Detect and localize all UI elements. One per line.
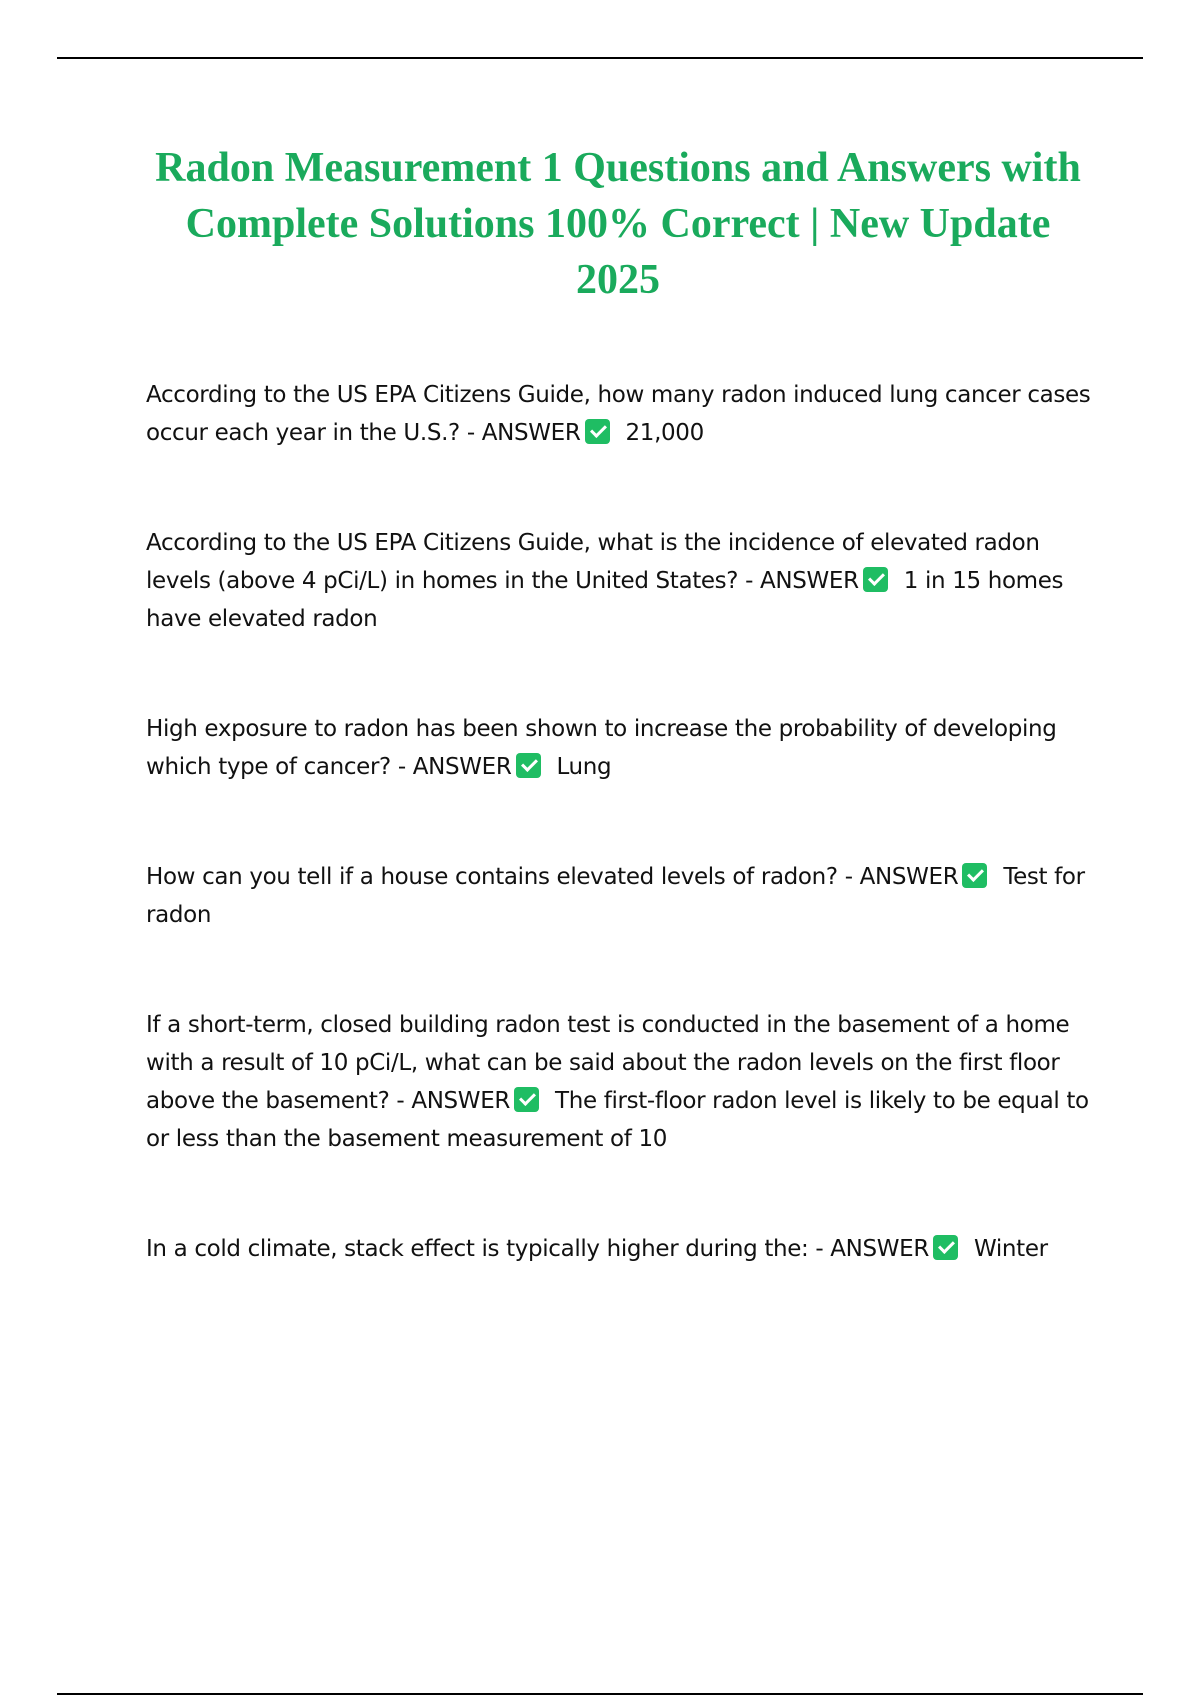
qa-item [146,376,1091,452]
question-text: How can you tell if a house contains elevated levels of radon? [146,864,838,890]
question-text: High exposure to radon has been shown to increase the probability of developing which type of cancer? [146,716,1057,780]
checkmark-icon [516,753,541,778]
answer-text: Test for radon [146,864,1085,928]
bottom-divider [57,1693,1143,1695]
qa-list [146,376,1091,1268]
document-title: Radon Measurement 1 Questions and Answers with Complete Solutions 100% Correct | New Update 2025 [155,145,1081,303]
answer-label: - ANSWER [844,864,959,890]
answer-label: - ANSWER [466,420,581,446]
qa-item [146,858,1091,934]
answer-text: 1 in 15 homes have elevated radon [146,568,1064,632]
question-text: In a cold climate, stack effect is typically higher during the: [146,1236,809,1262]
qa-item [146,524,1091,638]
question-text: According to the US EPA Citizens Guide, how many radon induced lung cancer cases occur each year in the U.S.? [146,382,1091,446]
checkmark-icon [962,863,987,888]
checkmark-icon [933,1235,958,1260]
qa-item [146,710,1091,786]
answer-label: - ANSWER [815,1236,929,1262]
answer-text: The first-floor radon level is likely to be equal to or less than the basement measurement of 10 [146,1088,1089,1152]
question-text: If a short-term, closed building radon test is conducted in the basement of a home with a result of 10 pCi/L, what can be said about the radon levels on the first floor above the basement? [146,1012,1070,1114]
answer-text: Lung [556,754,612,780]
answer-text: Winter [974,1236,1048,1262]
answer-label: - ANSWER [745,568,859,594]
checkmark-icon [863,567,888,592]
top-divider [57,57,1143,59]
qa-item [146,1006,1091,1158]
qa-item [146,1230,1091,1268]
checkmark-icon [514,1087,539,1112]
answer-label: - ANSWER [396,1088,511,1114]
answer-text: 21,000 [625,420,704,446]
checkmark-icon [585,419,610,444]
answer-label: - ANSWER [397,754,512,780]
question-text: According to the US EPA Citizens Guide, what is the incidence of elevated radon levels (above 4 pCi/L) in homes in the United States? [146,530,1040,594]
